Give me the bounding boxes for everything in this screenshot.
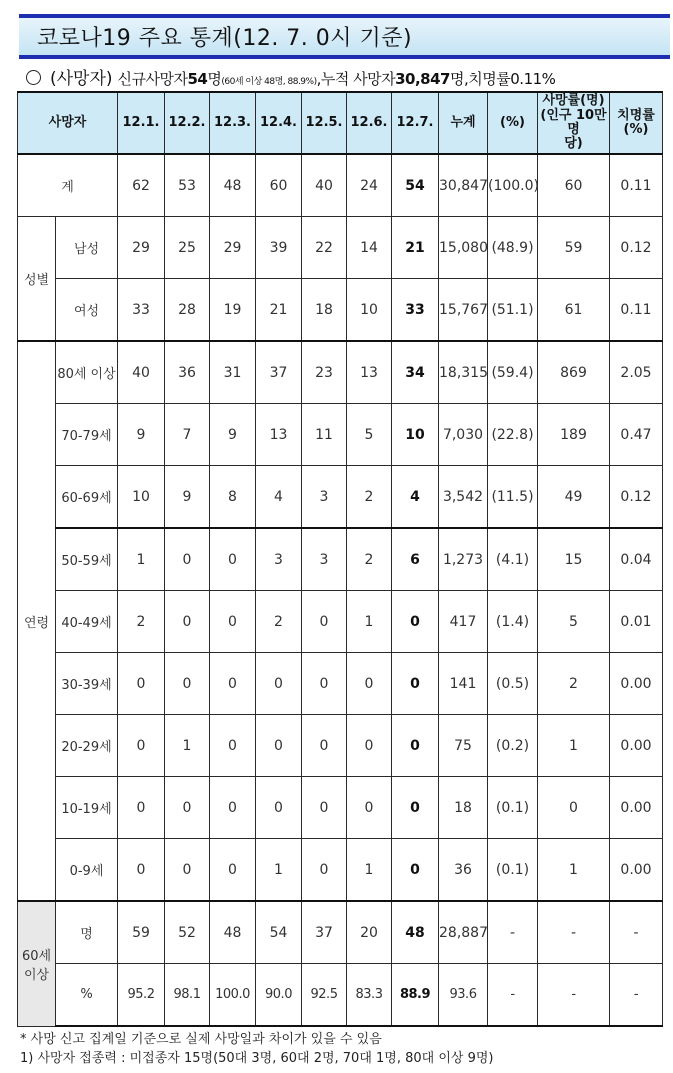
table-cell: 25 xyxy=(165,217,210,279)
table-cell: 48 xyxy=(392,901,439,964)
table-cell: 37 xyxy=(302,901,347,964)
table-cell: 0 xyxy=(256,653,302,715)
table-cell: 0 xyxy=(392,839,439,902)
table-cell: 59 xyxy=(538,217,610,279)
table-cell: - xyxy=(538,964,610,1027)
row-label: 0-9세 xyxy=(56,839,118,902)
table-cell: 30,847 xyxy=(439,154,488,217)
table-cell: 75 xyxy=(439,715,488,777)
group-label-sixty-plus xyxy=(18,901,56,1026)
table-row xyxy=(18,591,663,653)
header-cell: (%) xyxy=(488,92,538,154)
table-cell: 0.12 xyxy=(610,466,663,529)
table-cell: 48 xyxy=(210,154,256,217)
table-cell: 2 xyxy=(347,528,392,591)
table-cell: 90.0 xyxy=(256,964,302,1027)
table-row xyxy=(18,964,663,1027)
table-cell: 3 xyxy=(302,466,347,529)
table-cell: 0 xyxy=(302,777,347,839)
table-row xyxy=(18,279,663,342)
table-cell: 0.01 xyxy=(610,591,663,653)
summary-cum-unit: 명 xyxy=(450,70,464,88)
table-row xyxy=(18,528,663,591)
table-cell: 1 xyxy=(165,715,210,777)
table-cell: - xyxy=(610,964,663,1027)
table-cell: 95.2 xyxy=(118,964,165,1027)
header-cfr-line: 치명률 xyxy=(617,107,655,123)
table-cell: 92.5 xyxy=(302,964,347,1027)
table-cell: 0.00 xyxy=(610,777,663,839)
table-cell: 0 xyxy=(118,653,165,715)
table-cell: (51.1) xyxy=(488,279,538,342)
summary-new-label: 신규사망자 xyxy=(117,70,188,88)
table-cell: 2 xyxy=(538,653,610,715)
table-cell: 7,030 xyxy=(439,404,488,466)
row-label: 40-49세 xyxy=(56,591,118,653)
table-row-total xyxy=(18,154,663,217)
table-cell: 9 xyxy=(118,404,165,466)
table-cell: 1 xyxy=(538,839,610,902)
table-cell: 8 xyxy=(210,466,256,529)
table-cell: (0.5) xyxy=(488,653,538,715)
header-cell: 12.7. xyxy=(392,92,439,154)
table-cell: 189 xyxy=(538,404,610,466)
table-cell: (48.9) xyxy=(488,217,538,279)
table-row xyxy=(18,777,663,839)
table-cell: 11 xyxy=(302,404,347,466)
table-row xyxy=(18,901,663,964)
table-cell: 15 xyxy=(538,528,610,591)
table-cell: 0 xyxy=(538,777,610,839)
table-cell: 0 xyxy=(210,777,256,839)
table-cell: 0 xyxy=(302,653,347,715)
table-cell: (0.1) xyxy=(488,777,538,839)
group-label-line: 이상 xyxy=(23,967,50,983)
row-label: 60-69세 xyxy=(56,466,118,529)
table-cell: 2 xyxy=(256,591,302,653)
header-rate xyxy=(538,92,610,154)
header-cell: 12.5. xyxy=(302,92,347,154)
table-cell: 53 xyxy=(165,154,210,217)
table-cell: 13 xyxy=(256,404,302,466)
table-cell: 21 xyxy=(392,217,439,279)
table-row xyxy=(18,341,663,404)
table-cell: 0 xyxy=(210,715,256,777)
header-cell: 12.4. xyxy=(256,92,302,154)
table-cell: 7 xyxy=(165,404,210,466)
table-cell: 0 xyxy=(165,591,210,653)
table-cell: 1 xyxy=(118,528,165,591)
header-deaths: 사망자 xyxy=(18,92,118,154)
table-cell: 0 xyxy=(347,715,392,777)
group-label-age: 연령 xyxy=(18,341,56,901)
table-cell: 417 xyxy=(439,591,488,653)
summary-cum-label: 누적 사망자 xyxy=(320,70,396,88)
table-cell: 0 xyxy=(392,715,439,777)
header-cell: 12.6. xyxy=(347,92,392,154)
table-cell: 0 xyxy=(302,839,347,902)
table-cell: 9 xyxy=(165,466,210,529)
table-cell: 62 xyxy=(118,154,165,217)
table-cell: - xyxy=(538,901,610,964)
table-cell: 0.00 xyxy=(610,653,663,715)
group-label-gender: 성별 xyxy=(18,217,56,342)
table-cell: 0 xyxy=(392,591,439,653)
table-cell: (11.5) xyxy=(488,466,538,529)
table-cell: 0 xyxy=(256,777,302,839)
table-cell: 0.12 xyxy=(610,217,663,279)
table-cell: 2 xyxy=(118,591,165,653)
title-bottom-rule xyxy=(19,55,670,59)
table-cell: 0 xyxy=(118,777,165,839)
table-cell: 0.11 xyxy=(610,154,663,217)
table-cell: 37 xyxy=(256,341,302,404)
table-cell: 0.47 xyxy=(610,404,663,466)
table-cell: (0.2) xyxy=(488,715,538,777)
table-cell: 40 xyxy=(118,341,165,404)
summary-heading: (사망자) xyxy=(50,69,113,89)
table-cell: 23 xyxy=(302,341,347,404)
table-cell: (0.1) xyxy=(488,839,538,902)
table-cell: 19 xyxy=(210,279,256,342)
table-cell: 0 xyxy=(392,653,439,715)
row-label: 30-39세 xyxy=(56,653,118,715)
table-cell: 0 xyxy=(165,528,210,591)
table-cell: 0 xyxy=(210,528,256,591)
table-row xyxy=(18,404,663,466)
table-cell: 83.3 xyxy=(347,964,392,1027)
row-label: 명 xyxy=(56,901,118,964)
table-cell: 60 xyxy=(256,154,302,217)
header-rate-line: 사망률(명) xyxy=(542,93,605,109)
row-label-total: 계 xyxy=(18,154,118,217)
table-cell: 2 xyxy=(347,466,392,529)
table-cell: (4.1) xyxy=(488,528,538,591)
table-cell: 20 xyxy=(347,901,392,964)
table-cell: 5 xyxy=(538,591,610,653)
table-cell: 100.0 xyxy=(210,964,256,1027)
table-cell: - xyxy=(610,901,663,964)
summary-new-value: 54 xyxy=(187,70,208,88)
table-cell: 0 xyxy=(347,777,392,839)
title-band xyxy=(19,18,670,55)
table-cell: 24 xyxy=(347,154,392,217)
summary-cfr-label: 치명률 xyxy=(468,70,511,88)
table-cell: 21 xyxy=(256,279,302,342)
table-cell: 4 xyxy=(256,466,302,529)
table-cell: 1 xyxy=(538,715,610,777)
header-cfr-line: (%) xyxy=(623,122,649,137)
table-cell: 3 xyxy=(302,528,347,591)
table-cell: 98.1 xyxy=(165,964,210,1027)
table-cell: 5 xyxy=(347,404,392,466)
header-cell: 12.3. xyxy=(210,92,256,154)
summary-new-unit: 명 xyxy=(207,70,222,88)
table-cell: 0.04 xyxy=(610,528,663,591)
table-cell: 0 xyxy=(392,777,439,839)
table-row xyxy=(18,217,663,279)
table-cell: 1 xyxy=(256,839,302,902)
header-cell: 12.1. xyxy=(118,92,165,154)
table-cell: 0 xyxy=(256,715,302,777)
table-cell: 0 xyxy=(118,839,165,902)
table-cell: 0 xyxy=(302,715,347,777)
table-cell: 36 xyxy=(439,839,488,902)
table-cell: - xyxy=(488,901,538,964)
header-rate-line: (인구 10만명 xyxy=(540,107,607,137)
table-cell: 13 xyxy=(347,341,392,404)
row-label: 10-19세 xyxy=(56,777,118,839)
table-cell: 48 xyxy=(210,901,256,964)
summary-separator-2: , xyxy=(464,70,469,88)
table-cell: 49 xyxy=(538,466,610,529)
table-cell: 0.00 xyxy=(610,715,663,777)
table-cell: 54 xyxy=(256,901,302,964)
header-cell: 12.2. xyxy=(165,92,210,154)
title-banner xyxy=(19,14,670,61)
table-row xyxy=(18,839,663,902)
table-cell: 0.11 xyxy=(610,279,663,342)
table-cell: 10 xyxy=(118,466,165,529)
header-rate-line: 당) xyxy=(564,136,583,152)
table-cell: 0.00 xyxy=(610,839,663,902)
row-label: 20-29세 xyxy=(56,715,118,777)
row-label: 50-59세 xyxy=(56,528,118,591)
row-label: 80세 이상 xyxy=(56,341,118,404)
summary-cum-value: 30,847 xyxy=(395,70,450,88)
table-cell: 0 xyxy=(347,653,392,715)
table-cell: (22.8) xyxy=(488,404,538,466)
table-header-row xyxy=(18,92,663,154)
table-row xyxy=(18,466,663,529)
table-cell: 18 xyxy=(302,279,347,342)
table-cell: 22 xyxy=(302,217,347,279)
table-cell: 52 xyxy=(165,901,210,964)
table-cell: 14 xyxy=(347,217,392,279)
table-cell: - xyxy=(488,964,538,1027)
table-cell: 141 xyxy=(439,653,488,715)
table-cell: 36 xyxy=(165,341,210,404)
table-cell: 54 xyxy=(392,154,439,217)
deaths-table xyxy=(17,91,663,1027)
table-cell: 61 xyxy=(538,279,610,342)
table-cell: 4 xyxy=(392,466,439,529)
table-cell: 31 xyxy=(210,341,256,404)
table-cell: 2.05 xyxy=(610,341,663,404)
table-cell: 29 xyxy=(118,217,165,279)
table-cell: 869 xyxy=(538,341,610,404)
summary-new-detail: (60세 이상 48명, 88.9%) xyxy=(221,77,317,87)
table-cell: 0 xyxy=(165,653,210,715)
group-label-line: 60세 xyxy=(21,948,52,964)
page-title: 코로나19 주요 통계(12. 7. 0시 기준) xyxy=(37,26,413,51)
table-cell: 33 xyxy=(392,279,439,342)
row-label: 남성 xyxy=(56,217,118,279)
table-cell: 0 xyxy=(165,839,210,902)
table-cell: 9 xyxy=(210,404,256,466)
table-cell: 40 xyxy=(302,154,347,217)
table-cell: (59.4) xyxy=(488,341,538,404)
table-cell: 0 xyxy=(165,777,210,839)
table-cell: 59 xyxy=(118,901,165,964)
table-cell: 3 xyxy=(256,528,302,591)
table-cell: 1 xyxy=(347,839,392,902)
table-cell: 0 xyxy=(302,591,347,653)
footnote-asterisk: * 사망 신고 집계일 기준으로 실제 사망일과 차이가 있을 수 있음 xyxy=(20,1032,382,1047)
summary-cfr-unit: % xyxy=(541,70,556,88)
table-cell: 15,767 xyxy=(439,279,488,342)
table-cell: (1.4) xyxy=(488,591,538,653)
table-cell: 10 xyxy=(347,279,392,342)
table-cell: 1 xyxy=(347,591,392,653)
summary-separator: , xyxy=(316,70,321,88)
table-row xyxy=(18,653,663,715)
table-cell: 28,887 xyxy=(439,901,488,964)
header-cfr xyxy=(610,92,663,154)
table-cell: 10 xyxy=(392,404,439,466)
summary-cfr-value: 0.11 xyxy=(510,70,542,88)
table-cell: 88.9 xyxy=(392,964,439,1027)
table-row xyxy=(18,715,663,777)
table-cell: 18 xyxy=(439,777,488,839)
table-cell: 0 xyxy=(210,839,256,902)
table-cell: 6 xyxy=(392,528,439,591)
row-label: 여성 xyxy=(56,279,118,342)
circle-bullet-icon xyxy=(26,70,41,85)
table-cell: 29 xyxy=(210,217,256,279)
table-cell: 34 xyxy=(392,341,439,404)
table-cell: (100.0) xyxy=(488,154,538,217)
table-cell: 33 xyxy=(118,279,165,342)
footnote-vaccination: 1) 사망자 접종력 : 미접종자 15명(50대 3명, 60대 2명, 70대 1명, 80대 이상 9명) xyxy=(20,1051,494,1066)
row-label: % xyxy=(56,964,118,1027)
header-cell: 누계 xyxy=(439,92,488,154)
table-cell: 28 xyxy=(165,279,210,342)
table-cell: 39 xyxy=(256,217,302,279)
footnotes xyxy=(20,1030,660,1068)
table-cell: 0 xyxy=(210,653,256,715)
table-cell: 18,315 xyxy=(439,341,488,404)
table-cell: 3,542 xyxy=(439,466,488,529)
table-cell: 15,080 xyxy=(439,217,488,279)
table-cell: 1,273 xyxy=(439,528,488,591)
summary-line xyxy=(26,64,666,90)
table-cell: 0 xyxy=(118,715,165,777)
table-cell: 93.6 xyxy=(439,964,488,1027)
table-cell: 0 xyxy=(210,591,256,653)
row-label: 70-79세 xyxy=(56,404,118,466)
table-cell: 60 xyxy=(538,154,610,217)
